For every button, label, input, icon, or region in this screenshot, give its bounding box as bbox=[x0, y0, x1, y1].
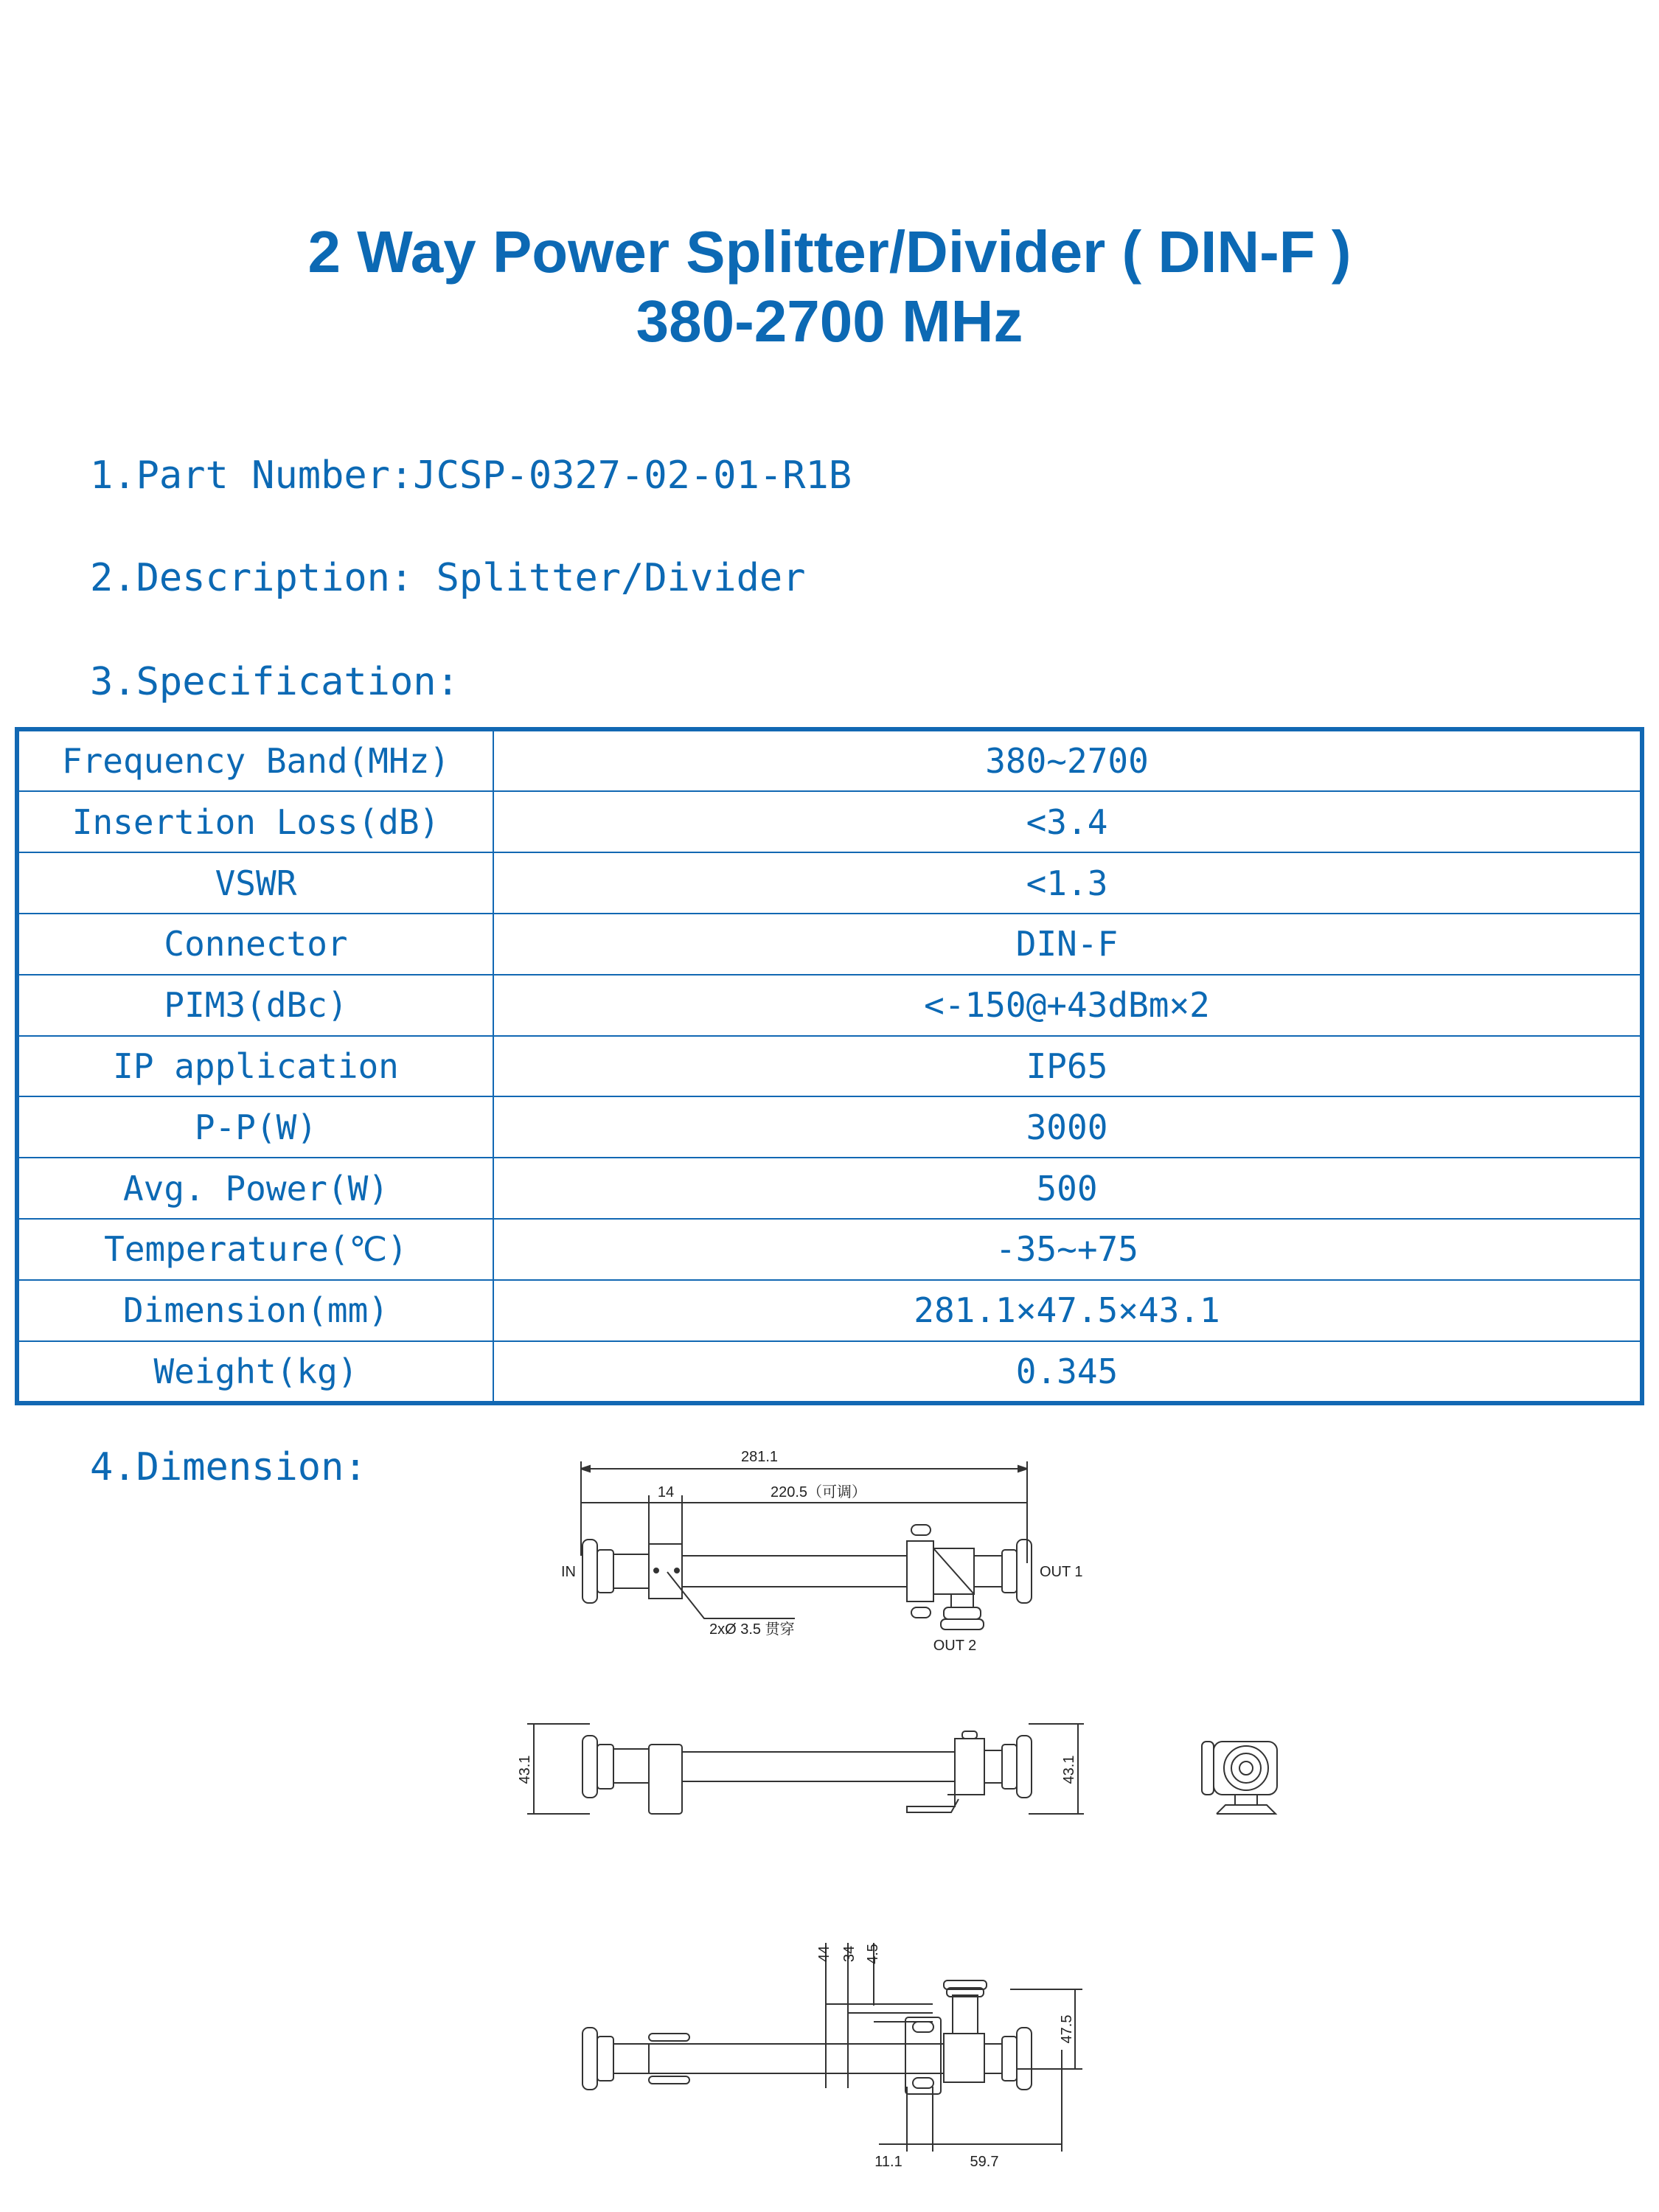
specification-table bbox=[15, 727, 1644, 1405]
spec-value: 0.345 bbox=[493, 1341, 1640, 1401]
spec-label: P-P(W) bbox=[19, 1096, 493, 1158]
dim-overall-length: 281.1 bbox=[740, 1449, 779, 1465]
spec-value: DIN-F bbox=[493, 914, 1640, 975]
spec-value: 281.1×47.5×43.1 bbox=[493, 1280, 1640, 1341]
spec-label: Connector bbox=[19, 914, 493, 975]
spec-label: VSWR bbox=[19, 852, 493, 914]
description-heading: 2.Description: Splitter/Divider bbox=[90, 556, 806, 600]
spec-label: Insertion Loss(dB) bbox=[19, 791, 493, 852]
table-row bbox=[19, 791, 1640, 852]
spec-value: 380~2700 bbox=[493, 731, 1640, 791]
spec-value: 3000 bbox=[493, 1096, 1640, 1158]
spec-value: IP65 bbox=[493, 1036, 1640, 1097]
page-subtitle-frequency: 380-2700 MHz bbox=[636, 288, 1023, 354]
spec-label: PIM3(dBc) bbox=[19, 975, 493, 1036]
table-row bbox=[19, 1341, 1640, 1401]
dim-34: 34 bbox=[841, 1945, 858, 1963]
spec-label: Weight(kg) bbox=[19, 1341, 493, 1401]
dim-11-1: 11.1 bbox=[874, 2154, 902, 2170]
table-row bbox=[19, 914, 1640, 975]
dim-offset: 14 bbox=[657, 1484, 675, 1500]
dim-adjustable-length: 220.5（可调） bbox=[770, 1484, 867, 1500]
dim-4-5: 4.5 bbox=[865, 1944, 881, 1964]
table-row bbox=[19, 1158, 1640, 1219]
dim-height-left: 43.1 bbox=[517, 1755, 533, 1784]
dimension-heading: 4.Dimension: bbox=[90, 1445, 367, 1489]
spec-value: -35~+75 bbox=[493, 1219, 1640, 1280]
end-view-drawing bbox=[1202, 1742, 1277, 1814]
port-in-label: IN bbox=[561, 1564, 576, 1580]
spec-label: Temperature(℃) bbox=[19, 1219, 493, 1280]
spec-value: <3.4 bbox=[493, 791, 1640, 852]
specification-heading: 3.Specification: bbox=[90, 660, 459, 704]
dimension-drawing bbox=[0, 1438, 1659, 2212]
table-row bbox=[19, 731, 1640, 791]
spec-label: Dimension(mm) bbox=[19, 1280, 493, 1341]
table-row bbox=[19, 852, 1640, 914]
table-row bbox=[19, 1219, 1640, 1280]
side-view-drawing bbox=[527, 1724, 1084, 1814]
dim-59-7: 59.7 bbox=[970, 2154, 999, 2170]
spec-label: IP application bbox=[19, 1036, 493, 1097]
spec-label: Frequency Band(MHz) bbox=[19, 731, 493, 791]
page-title: 2 Way Power Splitter/Divider ( DIN-F ) bbox=[307, 219, 1352, 285]
spec-label: Avg. Power(W) bbox=[19, 1158, 493, 1219]
hole-note: 2xØ 3.5 贯穿 bbox=[709, 1621, 795, 1638]
table-row bbox=[19, 975, 1640, 1036]
table-row bbox=[19, 1096, 1640, 1158]
spec-value: <1.3 bbox=[493, 852, 1640, 914]
dim-44: 44 bbox=[816, 1945, 832, 1963]
port-out1-label: OUT 1 bbox=[1040, 1564, 1083, 1580]
table-row bbox=[19, 1036, 1640, 1097]
bottom-view-drawing bbox=[582, 1943, 1082, 2152]
spec-value: 500 bbox=[493, 1158, 1640, 1219]
spec-value: <-150@+43dBm×2 bbox=[493, 975, 1640, 1036]
table-row bbox=[19, 1280, 1640, 1341]
port-out2-label: OUT 2 bbox=[933, 1638, 977, 1654]
dim-47-5: 47.5 bbox=[1059, 2014, 1075, 2044]
part-number-heading: 1.Part Number:JCSP-0327-02-01-R1B bbox=[90, 453, 852, 498]
dim-height-right: 43.1 bbox=[1061, 1755, 1077, 1784]
